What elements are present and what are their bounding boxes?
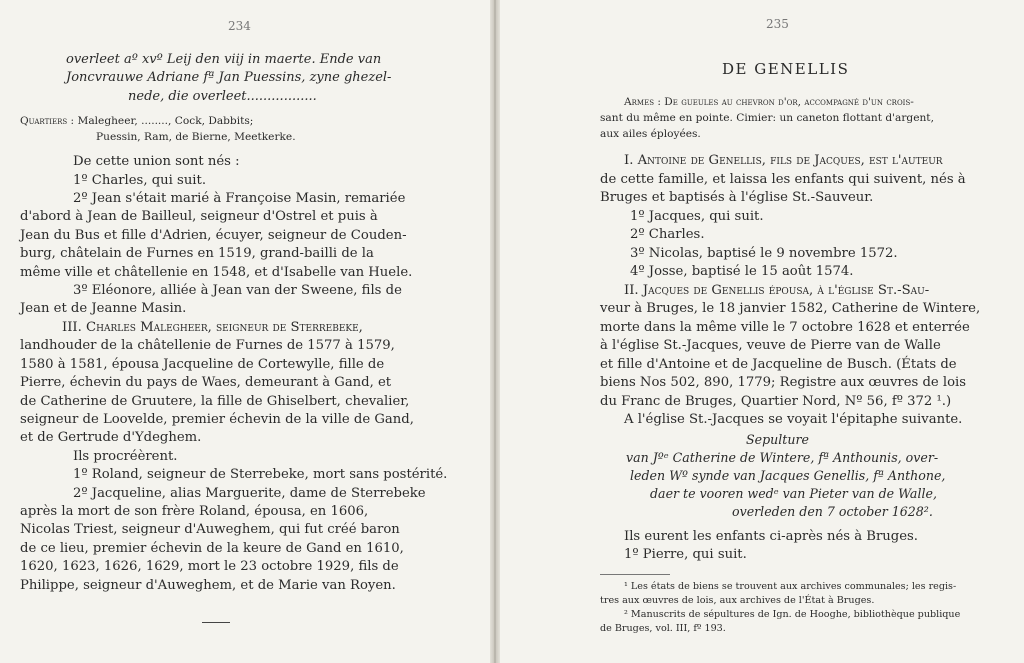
text-line: burg, châtelain de Furnes en 1519, grand-bailli de la [20,246,374,261]
text-line: 2º Jean s'était marié à Françoise Masin, remariée [73,191,406,206]
text-line: et fille d'Antoine et de Jacqueline de Busch. (États de [600,357,957,372]
text-line: de ce lieu, premier échevin de la keure de Gand en 1610, [20,541,404,556]
text-line: 2º Charles. [630,227,705,242]
quartiers-line: Puessin, Ram, de Bierne, Meetkerke. [96,131,296,143]
right-page [500,0,1024,663]
epitaph-line: leden Wº synde van Jacques Genellis, fª Anthone, [630,468,946,483]
text-line: d'abord à Jean de Bailleul, seigneur d'Ostrel et puis à [20,209,378,224]
arms-text: Armes : De gueules au chevron d'or, accompagné d'un crois- [624,96,914,108]
quartiers-text: Malegheer, ........, Cock, Dabbits; [77,115,254,127]
text-line: même ville et châtellenie en 1548, et d'Isabelle van Huele. [20,265,413,280]
italic-line: nede, die overleet................. [128,89,317,104]
page-number: 235 [766,17,789,31]
epitaph-line: Sepulture [746,432,809,447]
text-line: Ils procréèrent. [73,449,178,464]
footnote-line: tres aux œuvres de lois, aux archives de l'État à Bruges. [600,595,875,606]
text-line: I. Antoine de Genellis, fils de Jacques, est l'auteur [624,153,943,168]
italic-line: overleet aº xvº Leij den viij in maerte. Ende van [66,52,382,67]
epitaph-line: overleden den 7 october 1628². [732,504,933,519]
text-line: de cette famille, et laissa les enfants qui suivent, nés à [600,172,966,187]
text-line: 3º Eléonore, alliée à Jean van der Sweene, fils de [73,283,402,298]
family-title: DE GENELLIS [722,60,850,78]
page-number: 234 [228,19,251,33]
left-page [0,0,492,663]
text-line: morte dans la même ville le 7 octobre 1628 et enterrée [600,320,970,335]
text-line: Philippe, seigneur d'Auweghem, et de Marie van Royen. [20,578,396,593]
text-line: biens Nos 502, 890, 1779; Registre aux œuvres de lois [600,375,967,390]
end-rule [202,622,230,623]
text-line: 1º Pierre, qui suit. [624,547,747,562]
text-line: Bruges et baptisés à l'église St.-Sauveur. [600,190,874,205]
text-line: 1º Roland, seigneur de Sterrebeke, mort sans postérité. [73,467,448,482]
text-line: après la mort de son frère Roland, épousa, en 1606, [20,504,369,519]
text-line: Nicolas Triest, seigneur d'Auweghem, qui fut créé baron [20,522,400,537]
text-line: 2º Jacqueline, alias Marguerite, dame de Sterrebeke [73,486,426,501]
text-line: Jean du Bus et fille d'Adrien, écuyer, seigneur de Couden- [20,228,407,243]
text-line: 4º Josse, baptisé le 15 août 1574. [630,264,854,279]
text-line: 1620, 1623, 1626, 1629, mort le 23 octobre 1929, fils de [20,559,399,574]
italic-line: Joncvrauwe Adriane fª Jan Puessins, zyne ghezel- [66,70,392,85]
text-line: II. Jacques de Genellis épousa, à l'église St.-Sau- [624,283,930,298]
arms-line: aux ailes éployées. [600,128,701,140]
footnote-line: de Bruges, vol. III, fº 193. [600,623,726,634]
text-line: et de Gertrude d'Ydeghem. [20,430,202,445]
text-line: à l'église St.-Jacques, veuve de Pierre van de Walle [600,338,941,353]
footnote-rule [600,574,670,575]
text-line: veur à Bruges, le 18 janvier 1582, Catherine de Wintere, [600,301,981,316]
text-line: Pierre, échevin du pays de Waes, demeurant à Gand, et [20,375,392,390]
text-line: Ils eurent les enfants ci-après nés à Bruges. [624,529,918,544]
epitaph-line: van Jºᵉ Catherine de Wintere, fª Anthounis, over- [626,450,939,465]
text-line: 1580 à 1581, épousa Jacqueline de Cortewylle, fille de [20,357,385,372]
text-line: De cette union sont nés : [73,154,240,169]
text-line: III. Charles Malegheer, seigneur de Sterrebeke, [62,320,363,335]
arms-line: sant du même en pointe. Cimier: un caneton flottant d'argent, [600,112,934,124]
footnote-line: ² Manuscrits de sépultures de Ign. de Hooghe, bibliothèque publique [624,609,961,620]
epitaph-line: daer te vooren wedᵉ van Pieter van de Walle, [650,486,937,501]
text-line: de Catherine de Gruutere, la fille de Ghiselbert, chevalier, [20,394,410,409]
arms-line [624,95,914,110]
book-gutter [490,0,500,663]
text-line: 3º Nicolas, baptisé le 9 novembre 1572. [630,246,898,261]
text-line: Jean et de Jeanne Masin. [20,301,187,316]
text-line: 1º Jacques, qui suit. [630,209,764,224]
text-line: seigneur de Loovelde, premier échevin de la ville de Gand, [20,412,414,427]
text-line: landhouder de la châtellenie de Furnes de 1577 à 1579, [20,338,395,353]
text-line: A l'église St.-Jacques se voyait l'épitaphe suivante. [624,412,963,427]
quartiers-line [20,114,253,129]
footnote-line: ¹ Les états de biens se trouvent aux archives communales; les regis- [624,581,957,592]
quartiers-label: Quartiers : [20,115,75,127]
text-line: 1º Charles, qui suit. [73,173,207,188]
text-line: du Franc de Bruges, Quartier Nord, Nº 56, fº 372 ¹.) [600,394,952,409]
